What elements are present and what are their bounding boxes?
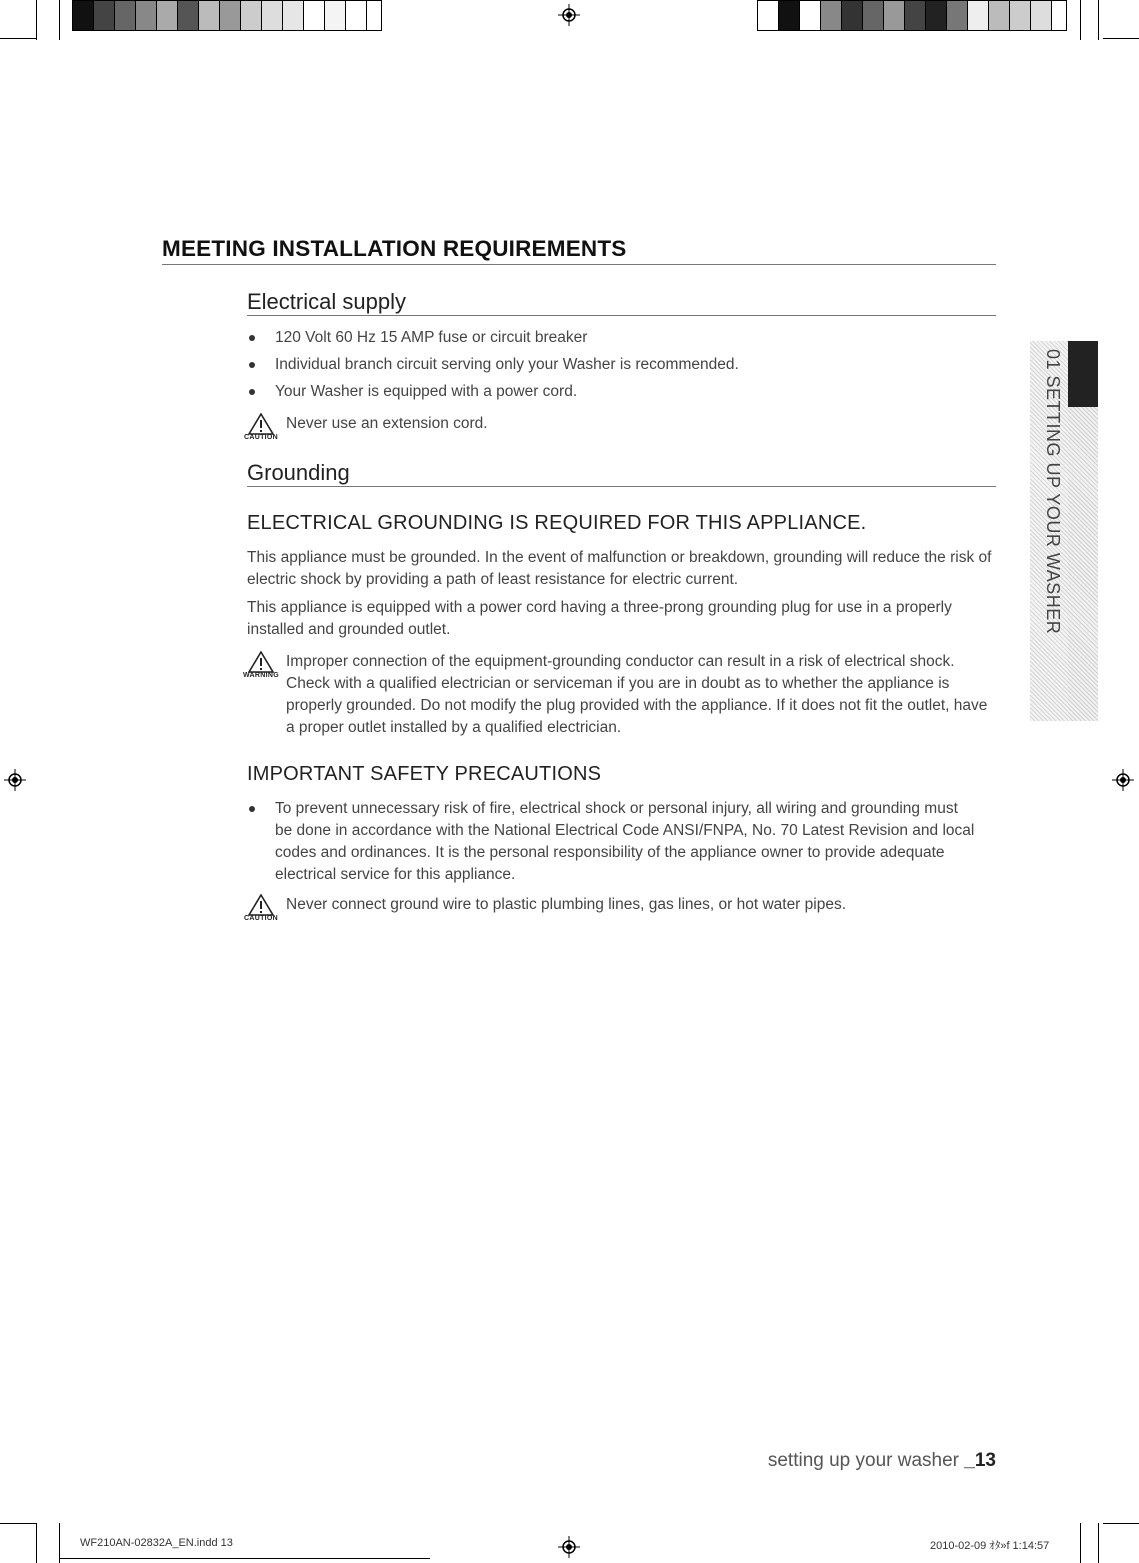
caution-label: CAUTION bbox=[244, 434, 278, 441]
crop-mark bbox=[36, 1523, 37, 1563]
crop-mark bbox=[1103, 1523, 1139, 1524]
warning-icon bbox=[240, 651, 282, 679]
list-item: Your Washer is equipped with a power cord. bbox=[247, 381, 967, 403]
list-item: 120 Volt 60 Hz 15 AMP fuse or circuit breaker bbox=[247, 327, 967, 349]
warning-notice bbox=[240, 651, 995, 739]
section-heading-grounding: Grounding bbox=[247, 460, 996, 487]
safety-bullet-list bbox=[247, 798, 977, 891]
grounding-paragraph-1: This appliance must be grounded. In the event of malfunction or breakdown, grounding will reduce the risk of electric shock by providing a path of least resistance for electric current. bbox=[247, 549, 992, 588]
page-number: _13 bbox=[964, 1450, 996, 1471]
file-slug: WF210AN-02832A_EN.indd 13 bbox=[80, 1537, 233, 1549]
color-bar-right bbox=[757, 0, 1067, 31]
chapter-side-tab-label: 01 SETTING UP YOUR WASHER bbox=[1043, 349, 1063, 635]
caution-notice bbox=[240, 894, 995, 922]
crop-mark bbox=[0, 1523, 36, 1524]
registration-mark-icon bbox=[558, 4, 580, 26]
crop-mark bbox=[1098, 1523, 1099, 1563]
caution-label: CAUTION bbox=[244, 915, 278, 922]
crop-mark bbox=[36, 0, 37, 40]
caution-text: Never use an extension cord. bbox=[286, 415, 488, 432]
section-heading-electrical: Electrical supply bbox=[247, 289, 996, 316]
crop-mark bbox=[0, 38, 36, 39]
warning-label: WARNING bbox=[243, 672, 279, 679]
list-item: To prevent unnecessary risk of fire, electrical shock or personal injury, all wiring and grounding must be done in accordance with the National Electrical Code ANSI/FNPA, No. 70 Latest Revision and local codes and ordinances. It is the personal responsibility of the appliance owner to provide adequate electrical service for this appliance. bbox=[247, 798, 977, 886]
caution-text: Never connect ground wire to plastic plumbing lines, gas lines, or hot water pipes. bbox=[286, 896, 847, 913]
electrical-bullet-list bbox=[247, 327, 967, 408]
crop-mark bbox=[60, 1558, 430, 1559]
page-title: MEETING INSTALLATION REQUIREMENTS bbox=[162, 236, 996, 265]
crop-mark bbox=[59, 1523, 60, 1563]
caution-notice bbox=[240, 413, 995, 441]
footer-section-name: setting up your washer bbox=[767, 1450, 960, 1471]
color-bar-left bbox=[72, 0, 382, 31]
crop-mark bbox=[1080, 1523, 1081, 1563]
registration-mark-icon bbox=[4, 769, 26, 791]
caution-icon bbox=[240, 413, 282, 441]
crop-mark bbox=[1080, 0, 1081, 40]
caution-icon bbox=[240, 894, 282, 922]
footer-page-label bbox=[768, 1450, 996, 1472]
list-item: Individual branch circuit serving only your Washer is recommended. bbox=[247, 354, 967, 376]
crop-mark bbox=[1103, 38, 1139, 39]
registration-mark-icon bbox=[1112, 769, 1134, 791]
crop-mark bbox=[59, 0, 60, 40]
timestamp-slug: 2010-02-09 ｵﾀ»f 1:14:57 bbox=[930, 1540, 1050, 1552]
crop-mark bbox=[1098, 0, 1099, 40]
chapter-side-tab bbox=[1030, 341, 1098, 721]
grounding-subheading: ELECTRICAL GROUNDING IS REQUIRED FOR THIS APPLIANCE. bbox=[247, 512, 867, 534]
safety-heading: IMPORTANT SAFETY PRECAUTIONS bbox=[247, 763, 602, 785]
grounding-paragraph-2: This appliance is equipped with a power cord having a three-prong grounding plug for use in a properly installed and grounded outlet. bbox=[247, 599, 952, 638]
warning-text: Improper connection of the equipment-grounding conductor can result in a risk of electrical shock. Check with a qualified electrician or serviceman if you are in doubt as to whether the appliance is properly grounded. Do not modify the plug provided with the appliance. If it does not fit the outlet, have a proper outlet installed by a qualified electrician. bbox=[286, 653, 988, 736]
registration-mark-icon bbox=[558, 1536, 580, 1558]
